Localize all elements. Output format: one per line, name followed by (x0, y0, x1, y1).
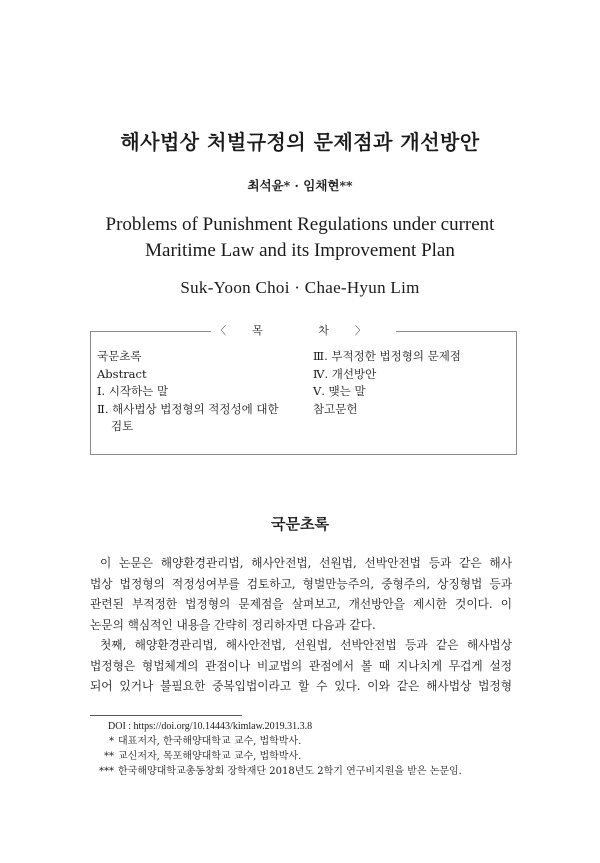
footnote-mark: *** (99, 766, 114, 777)
doi-footnote: DOI : https://doi.org/10.14443/kimlaw.2019.31.3.8 (108, 721, 313, 732)
toc-item: Ⅲ. 부적정한 법정형의 문제점 (313, 349, 461, 363)
footnote-text: 한국해양대학교총동창회 장학재단 2018년도 2학기 연구비지원을 받은 논문임. (118, 766, 462, 777)
toc-item: Abstract (97, 366, 147, 381)
toc-item: Ⅱ. 해사법상 법정형의 적정성에 대한 (97, 401, 279, 416)
korean-title: 해사법상 처벌규정의 문제점과 개선방안 (120, 130, 480, 154)
footnote (90, 734, 520, 749)
body-line: 논문의 핵심적인 내용을 간략히 정리하자면 다음과 같다. (90, 617, 376, 632)
toc-item: 국문초록 (97, 349, 142, 363)
body-line: 첫째, 해양환경관리법, 해사안전법, 선원법, 선박안전법 등과 같은 해사법상 (100, 638, 512, 652)
toc-title-text: 〈목 차〉 (211, 324, 396, 337)
footnotes (90, 719, 520, 779)
english-title-line-2: Maritime Law and its Improvement Plan (145, 240, 455, 261)
section-heading: 국문초록 (271, 515, 329, 533)
footnote-text: 교신저자, 목포해양대학교 교수, 법학박사. (118, 751, 302, 762)
korean-authors: 최석윤* · 임채현** (247, 178, 353, 193)
footnote (90, 764, 520, 779)
footnote-mark: ** (104, 751, 114, 762)
toc-item: 참고문헌 (313, 401, 358, 416)
english-title-line-1: Problems of Punishment Regulations under current (105, 214, 495, 235)
english-title (0, 212, 600, 264)
toc-title (91, 324, 516, 338)
body-line: 관련된 부적정한 법정형의 문제점을 살펴보고, 개선방안을 제시한 것이다. 이 (90, 597, 512, 611)
body-line: 되어 있거나 불필요한 중복입법이라고 할 수 있다. 이와 같은 해사법상 법정형 (90, 679, 512, 693)
body-line: 이 논문은 해양환경관리법, 해사안전법, 선원법, 선박안전법 등과 같은 해사 (100, 556, 512, 570)
table-of-contents (90, 324, 517, 455)
footnote-text: 대표저자, 한국해양대학교 교수, 법학박사. (118, 736, 302, 747)
toc-right-column (313, 348, 513, 418)
toc-item: Ⅴ. 맺는 말 (313, 384, 366, 398)
footnote-mark: * (109, 736, 114, 747)
footnote-divider (90, 715, 242, 716)
toc-item: 검토 (111, 419, 134, 433)
body-line: 법정형은 형법체계의 관점이나 비교법의 관점에서 볼 때 지나치게 무겁게 설정 (90, 658, 512, 673)
toc-item: Ⅳ. 개선방안 (313, 366, 377, 381)
toc-item: Ⅰ. 시작하는 말 (97, 384, 169, 398)
body-line: 법상 법정형의 적정성여부를 검토하고, 형벌만능주의, 중형주의, 상징형법 등과 (90, 576, 512, 591)
english-authors: Suk-Yoon Choi · Chae-Hyun Lim (180, 278, 420, 297)
footnote (90, 749, 520, 764)
toc-left-column (97, 348, 327, 436)
abstract-body (90, 553, 512, 697)
